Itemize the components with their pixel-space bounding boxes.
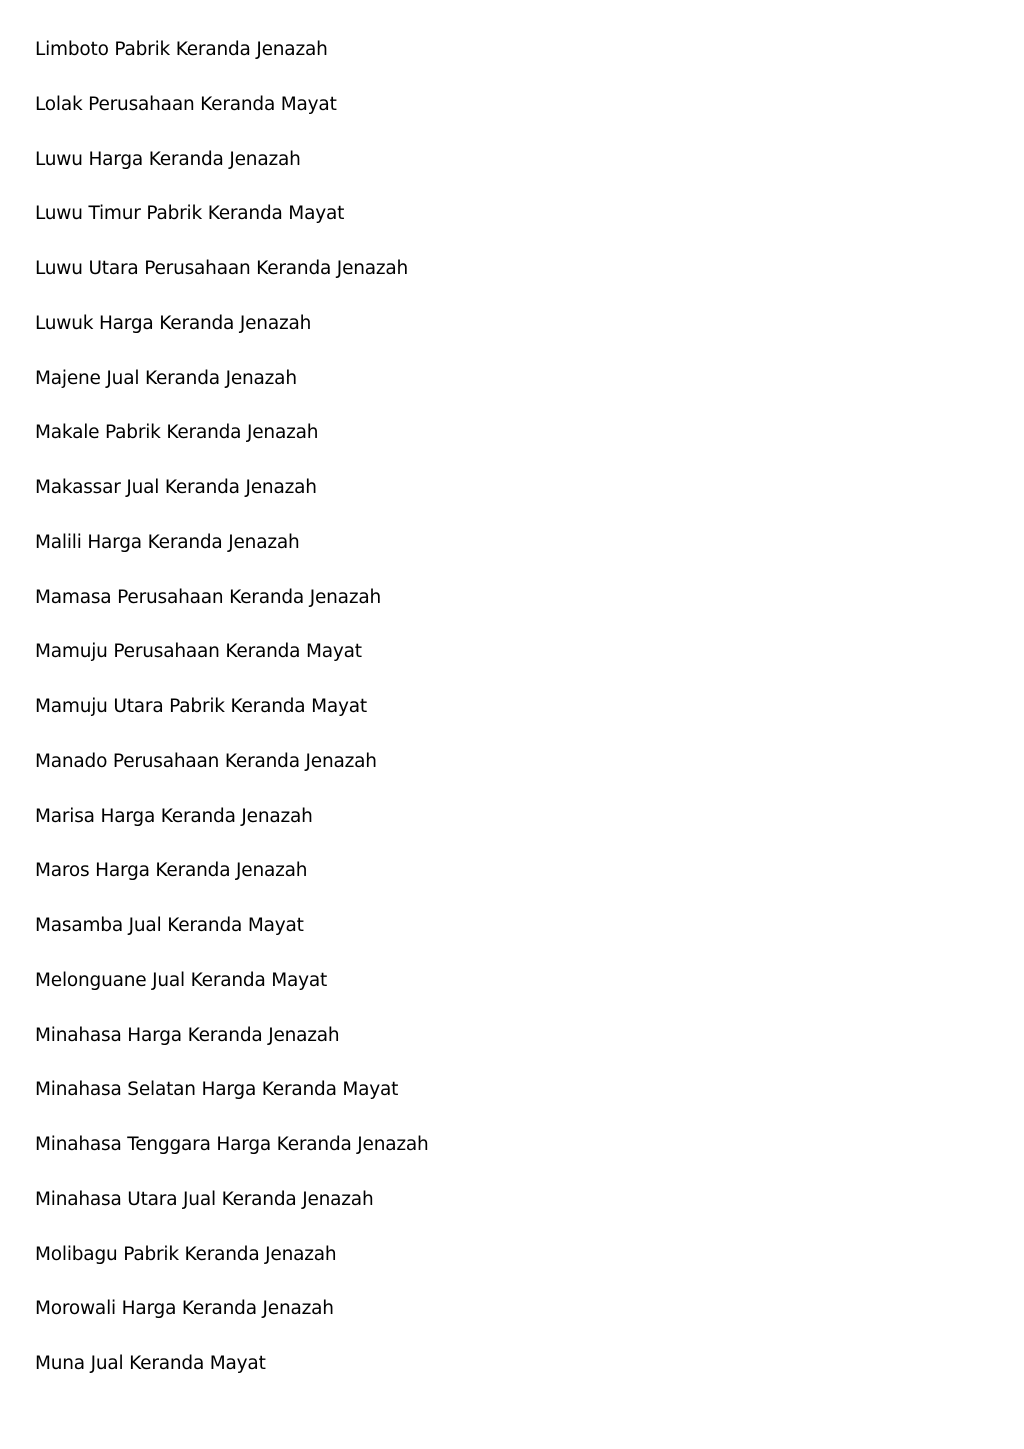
list-item: Masamba Jual Keranda Mayat bbox=[35, 915, 304, 936]
list-item: Makale Pabrik Keranda Jenazah bbox=[35, 422, 319, 444]
list-item: Limboto Pabrik Keranda Jenazah bbox=[35, 39, 328, 60]
list-item: Minahasa Tenggara Harga Keranda Jenazah bbox=[35, 1134, 429, 1155]
list-item: Mamuju Perusahaan Keranda Mayat bbox=[35, 641, 362, 663]
list-item: Mamasa Perusahaan Keranda Jenazah bbox=[35, 586, 381, 608]
list-item: Minahasa Selatan Harga Keranda Mayat bbox=[35, 1079, 399, 1101]
list-item: Maros Harga Keranda Jenazah bbox=[35, 860, 308, 882]
list-item: Luwu Timur Pabrik Keranda Mayat bbox=[35, 203, 345, 225]
list-item: Morowali Harga Keranda Jenazah bbox=[35, 1298, 334, 1320]
list-item: Malili Harga Keranda Jenazah bbox=[35, 531, 300, 553]
list-item: Luwuk Harga Keranda Jenazah bbox=[35, 312, 312, 334]
list-item: Luwu Utara Perusahaan Keranda Jenazah bbox=[35, 258, 409, 279]
list-item: Lolak Perusahaan Keranda Mayat bbox=[35, 93, 337, 115]
list-item: Luwu Harga Keranda Jenazah bbox=[35, 148, 301, 170]
list-item: Molibagu Pabrik Keranda Jenazah bbox=[35, 1243, 337, 1265]
list-item: Muna Jual Keranda Mayat bbox=[35, 1353, 266, 1374]
list-item: Majene Jual Keranda Jenazah bbox=[35, 367, 297, 389]
list-item: Mamuju Utara Pabrik Keranda Mayat bbox=[35, 696, 367, 717]
list-item: Minahasa Harga Keranda Jenazah bbox=[35, 1024, 340, 1046]
list-item: Melonguane Jual Keranda Mayat bbox=[35, 969, 328, 991]
list-item: Manado Perusahaan Keranda Jenazah bbox=[35, 750, 377, 772]
list-item: Marisa Harga Keranda Jenazah bbox=[35, 805, 313, 827]
list-item: Minahasa Utara Jual Keranda Jenazah bbox=[35, 1188, 374, 1210]
keyword-list bbox=[35, 36, 429, 1405]
list-item: Makassar Jual Keranda Jenazah bbox=[35, 477, 317, 498]
